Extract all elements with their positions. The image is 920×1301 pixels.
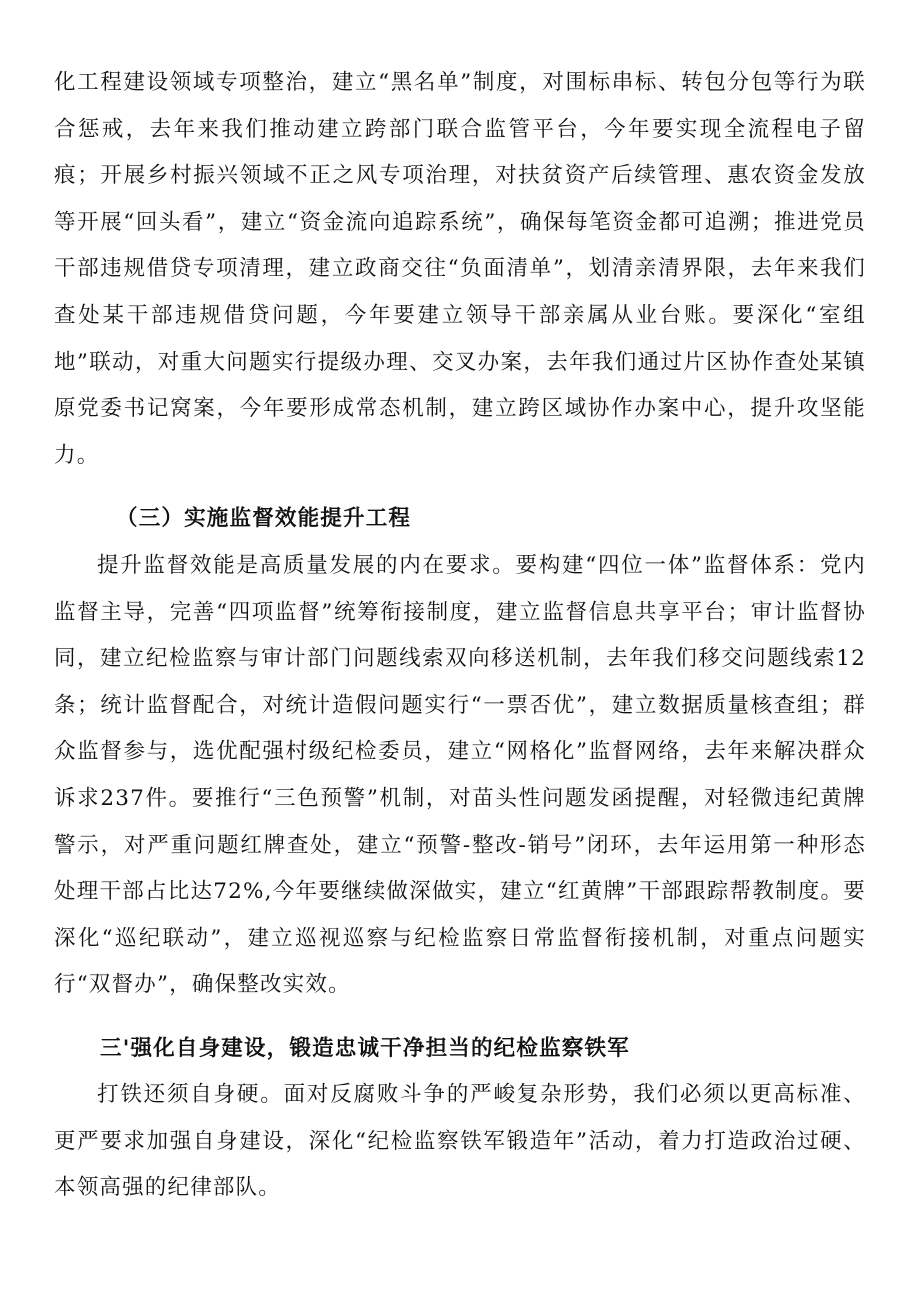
subheading-supervision-efficiency: （三）实施监督效能提升工程 xyxy=(116,506,412,531)
paragraph-self-building: 打铁还须自身硬。面对反腐败斗争的严峻复杂形势，我们必须以更高标准、更严要求加强自身建设，深化“纪检监察铁军锻造年”活动，着力打造政治过硬、本领高强的纪律部队。 xyxy=(54,1082,866,1201)
paragraph-continued: 化工程建设领域专项整治，建立“黑名单”制度，对围标串标、转包分包等行为联合惩戒，去年来我们推动建立跨部门联合监管平台，今年要实现全流程电子留痕；开展乡村振兴领域不正之风专项治理，对扶贫资产后续管理、惠农资金发放等开展“回头看”，建立“资金流向追踪系统”，确保每笔资金都可追溯；推进党员干部违规借贷专项清理，建立政商交往“负面清单”，划清亲清界限，去年来我们查处某干部违规借贷问题，今年要建立领导干部亲属从业台账。要深化“室组地”联动，对重大问题实行提级办理、交叉办案，去年我们通过片区协作查处某镇原党委书记窝案，今年要形成常态机制，建立跨区域协作办案中心，提升攻坚能力。 xyxy=(54,70,866,468)
paragraph-supervision: 提升监督效能是高质量发展的内在要求。要构建“四位一体”监督体系：党内监督主导，完善“四项监督”统筹衔接制度，建立监督信息共享平台；审计监督协同，建立纪检监察与审计部门问题线索双向移送机制，去年我们移交问题线索12条；统计监督配合，对统计造假问题实行“一票否优”，建立数据质量核查组；群众监督参与，选优配强村级纪检委员，建立“网格化”监督网络，去年来解决群众诉求237件。要推行“三色预警”机制，对苗头性问题发函提醒，对轻微违纪黄牌警示，对严重问题红牌查处，建立“预警-整改-销号”闭环，去年运用第一种形态处理干部占比达72%,今年要继续做深做实，建立“红黄牌”干部跟踪帮教制度。要深化“巡纪联动”，建立巡视巡察与纪检监察日常监督衔接机制，对重点问题实行“双督办”，确保整改实效。 xyxy=(54,553,866,998)
section-heading-self-building: 三'强化自身建设，锻造忠诚干净担当的纪检监察铁军 xyxy=(100,1036,630,1061)
